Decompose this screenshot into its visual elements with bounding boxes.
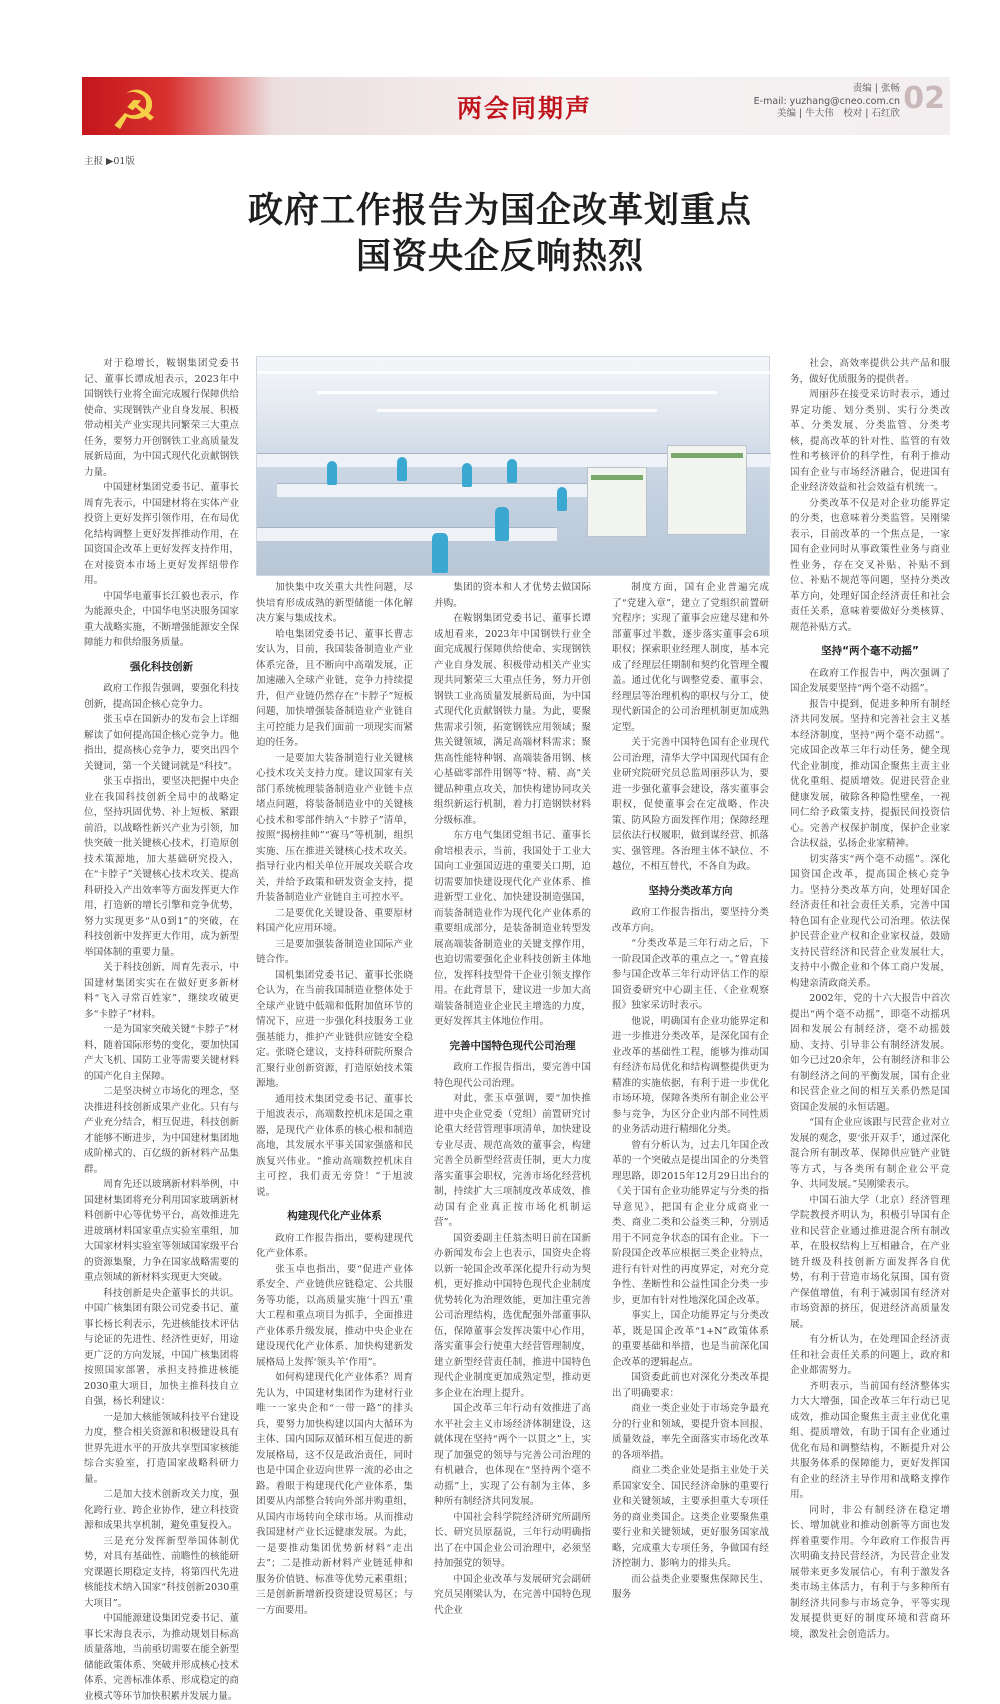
article-paragraph: 制度方面，国有企业普遍完成了“党建入章”，建立了党组织前置研究程序；实现了董事会应建尽建和外部董事过半数，逐步落实董事会6项职权；探索职业经理人制度，基本完成了经理层任期制和契约化管理全覆盖。通过优化与调整党委、董事会、经理层等治理机构的职权与分工，使现代新国企的公司治理机制更加成熟定型。 <box>612 582 769 733</box>
article-paragraph: 一是要加大装备制造行业关键核心技术攻关支持力度。建议国家有关部门系统梳理装备制造业产业链卡点堵点问题，将装备制造业中的关键核心技术和零部件纳入“卡脖子”清单，按照“揭榜挂帅”“赛马”等机制，组织实施、压在推进关键核心技术攻关。指导行业内相关单位开展攻关联合攻关，并给予政策和研发资金支持，提升装备制造业产业链自主可控水平。 <box>256 752 413 903</box>
article-paragraph: 政府工作报告指出，要坚持分类改革方向。 <box>612 907 769 934</box>
article-paragraph: 有分析认为，在处理国企经济责任和社会责任关系的问题上，政府和企业都需努力。 <box>790 1334 950 1376</box>
factory-photo <box>256 356 770 576</box>
article-paragraph: 中国企业改革与发展研究会副研究员吴刚梁认为，在完善中国特色现代企业 <box>434 1573 591 1616</box>
article-paragraph: 中国石油大学（北京）经济管理学院教授齐明认为，积极引导国有企业和民营企业通过推进混合所有制改革，在股权结构上互相融合，在产业链升级及科技创新方面发挥各自优势，有利于营造市场化氛围，国有资产保值增值，有利于减弱国有经济对市场资源的挤压，促进经济高质量发展。 <box>790 1194 950 1330</box>
article-paragraph: 同时，非公有制经济在稳定增长、增加就业和推动创新等方面也发挥着重要作用。今年政府工作报告再次明确支持民营经济，为民营企业发展带来更多发展信心，有利于激发各类市场主体活力，有利于与多种所有制经济共同参与市场竞争，平等实现发展提供更好的制度环境和营商环境，激发社会创造活力。 <box>790 1504 950 1640</box>
article-paragraph: 集团的资本和人才优势去做国际并购。 <box>434 582 591 609</box>
article-paragraph: 国资委此前也对深化分类改革提出了明确要求： <box>612 1372 769 1399</box>
column-4 <box>612 580 769 1603</box>
email-line: E-mail: yuzhang@cneo.com.cn <box>753 95 900 107</box>
article-paragraph: 东方电气集团党组书记、董事长俞培根表示，当前，我国处于工业大国向工业强国迈进的重要关口期，迫切需要加快建设现代化产业体系、推进新型工业化、加快建设制造强国，而装备制造业作为现代化产业体系的重要组成部分，是装备制造业转型发展高端装备制造业的关键支撑作用，也迫切需要强化企业科技创新主体地位，发挥科技型骨干企业引领支撑作用。在此背景下，建议进一步加大高端装备制造业企业民主增选的力度，更好发挥其主体地位作用。 <box>434 830 591 1027</box>
article-paragraph: “国有企业应该跟与民营企业对立发展的观念，要‘张开双手’，通过深化混合所有制改革、保障供应链产业链等方式，与各类所有制企业公平竞争、共同发展。”吴刚梁表示。 <box>790 1117 950 1190</box>
article-paragraph: 中国社会科学院经济研究所副所长、研究员原磊说，三年行动明确指出了在中国企业公司治理中，必须坚持加强党的领导。 <box>434 1511 591 1569</box>
article-paragraph: 通用技术集团党委书记、董事长于旭波表示，高端数控机床是国之重器，是现代产业体系的核心根和制造高地，其发展水平事关国家强盛和民族复兴伟业。“推动高端数控机床自主可控，我们责无旁贷！”于旭波说。 <box>256 1093 413 1198</box>
article-paragraph: 政府工作报告强调，要强化科技创新，提高国企核心竞争力。 <box>84 683 239 710</box>
article-paragraph: 对于稳增长，鞍钢集团党委书记、董事长谭成旭表示，2023年中国钢铁行业将全面完成履行保障供给使命、实现钢铁产业自身发展、积极带动相关产业实现共同繁荣三大重点任务，要努力开创钢铁工业高质量发展新局面，为中国式现代化贡献钢铁力量。 <box>84 358 239 478</box>
article-paragraph: 张玉卓在国新办的发布会上详细解读了如何提高国企核心竞争力。他指出，提高核心竞争力，要突出四个关键词，第一个关键词就是“科技”。 <box>84 714 239 772</box>
article-headline <box>0 188 1000 280</box>
headline-line-1: 政府工作报告为国企改革划重点 <box>247 190 752 231</box>
headline-line-2: 国资央企反响热烈 <box>355 236 644 277</box>
article-paragraph: 政府工作报告指出，要构建现代化产业体系。 <box>256 1232 413 1259</box>
section-heading: 坚持“两个毫不动摇” <box>821 645 919 657</box>
editor-line: 责编 | 张畅 <box>852 83 900 94</box>
article-paragraph: 中国华电董事长江毅也表示，作为能源央企，中国华电坚决服务国家重大战略实施，不断增强能源安全保障能力和供给服务质量。 <box>84 590 239 648</box>
article-paragraph: 周育先还以玻璃新材料举例，中国建材集团将充分利用国家玻璃新材料创新中心等优势平台，高效推进先进玻璃材料国家重点实验室重组，加大国家材料实验室等领域国家级平台的资源集聚，力争在国家战略需要的重点领域的新材料实现更大突破。 <box>84 1179 239 1283</box>
article-paragraph: 在鞍钢集团党委书记、董事长谭成旭看来，2023年中国钢铁行业全面完成履行保障供给使命、实现钢铁产业自身发展、积极带动相关产业实现共同繁荣三大重点任务，努力开创钢铁工业高质量发展新局面，为中国式现代化贡献钢铁力量。为此，要聚焦需求引领，拓宽钢铁应用领域；聚焦关键领域，满足高端材料需求；聚焦高性能特种钢、高端装备用钢、核心基础零部件用钢等“特、精、高”关键品种重点攻关，加快构建协同攻关组织新运行机制，着力打造钢铁材料分级标准。 <box>434 613 591 826</box>
article-paragraph: 齐明表示，当前国有经济整体实力大大增强，国企改革三年行动已见成效，推动国企聚焦主责主业优化重组、提质增效，有助于国有企业通过优化布局和调整结构，不断提升对公共服务体系的保障能力，更好发挥国有企业的经济主导作用和战略支撑作用。 <box>790 1380 950 1500</box>
article-paragraph: 周丽莎在接受采访时表示，通过界定功能、划分类别、实行分类改革、分类发展、分类监管、分类考核，提高改革的针对性、监管的有效性和考核评价的科学性，有利于推动国有企业与市场经济融合，促进国有企业经济效益和社会效益有机统一。 <box>790 389 950 493</box>
article-paragraph: 关于完善中国特色国有企业现代公司治理，清华大学中国现代国有企业研究院研究员总监周丽莎认为，要进一步强化董事会建设，落实董事会职权，促使董事会在定战略、作决策、防风险方面发挥作用；保障经理层依法行权履职，做到谋经营、抓落实、强管理。各治理主体不缺位、不越位，不相互替代，不各自为政。 <box>612 737 769 872</box>
page-banner <box>82 77 950 142</box>
article-paragraph: 张玉卓也指出，要“促进产业体系安全、产业链供应链稳定、公共服务等功能，以高质量实施‘十四五’重大工程和重点项目为抓手，全面推进产业体系升级发展，推动中央企业在建设现代化产业体系、加快构建新发展格局上发挥‘领头羊’作用”。 <box>256 1263 413 1368</box>
article-paragraph: 商业二类企业处是指主业处于关系国家安全、国民经济命脉的重要行业和关键领域，主要承担重大专项任务的商业类国企。这类企业要聚焦重要行业和关键领域，更好服务国家战略，完成重大专项任务，争做国有经济控制力、影响力的排头兵。 <box>612 1465 769 1569</box>
column-3 <box>434 580 591 1618</box>
section-heading: 坚持分类改革方向 <box>648 884 733 897</box>
article-paragraph: 加快集中攻关重大共性问题，尽快培育形成成熟的新型储能一体化解决方案与集成技术。 <box>256 582 413 624</box>
article-paragraph: 商业一类企业处于市场竞争最充分的行业和领域，要提升资本回报、质量效益，率先全面落实市场化改革的各项举措。 <box>612 1403 769 1461</box>
article-paragraph: 张玉卓指出，要坚决把握中央企业在我国科技创新全局中的战略定位，坚持巩固优势、补上短板、紧跟前沿，以战略性新兴产业为引领，加快突破一批关键核心技术，打造原创技术策源地，加大基础研究投入，在“卡脖子”关键核心技术攻关、提高科研投入产出效率等方面发挥更大作用，打造新的增长引擎和竞争优势，努力实现更多“从0到1”的突破，在科技创新中发挥更大作用，成为新型举国体制的重要力量。 <box>84 776 239 958</box>
article-paragraph: 曾有分析认为，过去几年国企改革的一个突破点是提出国企的分类管理思路，即2015年12月29日出台的《关于国有企业功能界定与分类的指导意见》，把国有企业分成商业一类、商业二类和公益类三种，分别适用于不同竞争状态的国有企业。下一阶段国企改革应根据三类企业特点，进行有针对性的再度界定，对充分竞争性、垄断性和公益性国企分类一步步，更加有针对性地深化国企改革。 <box>612 1139 769 1306</box>
article-paragraph: 切实落实“两个毫不动摇”。深化国资国企改革，提高国企核心竞争力。坚持分类改革方向，处理好国企经济责任和社会责任关系，完善中国特色国有企业现代公司治理。依法保护民营企业产权和企业家权益，鼓励支持民营经济和民营企业发展壮大，支持中小微企业和个体工商户发展，构建亲清政商关系。 <box>790 853 950 989</box>
article-paragraph: 2002年，党的十六大报告中首次提出“两个毫不动摇”，即毫不动摇巩固和发展公有制经济，毫不动摇鼓励、支持、引导非公有制经济发展。如今已过20余年，公有制经济和非公有制经济之间的平衡发展，国有企业和民营企业之间的相互关系仍然是国资国企发展的永恒话题。 <box>790 993 950 1113</box>
article-paragraph: 一是为国家突破关键“卡脖子”材料，随着国际形势的变化，要加快国产大飞机、国防工业等需要关键材料的国产化自主保障。 <box>84 1024 239 1082</box>
article-paragraph: 三是要加强装备制造业国际产业链合作。 <box>256 938 413 965</box>
article-paragraph: 关于科技创新，周育先表示，中国建材集团实实在在做好更多新材料“飞入寻常百姓家”，继续攻破更多“卡脖子”材料。 <box>84 962 239 1020</box>
page-number: 02 <box>903 81 945 116</box>
article-paragraph: 他说，明确国有企业功能界定和进一步推进分类改革，是深化国有企业改革的基础性工程，能够为推动国有经济布局优化和结构调整提供更为精准的实施依据，有利于进一步优化市场环境，保障各类所有制企业公平参与竞争，为区分企业内部不同性质的业务活动进行精细化分类。 <box>612 1015 769 1135</box>
section-title: 两会同期声 <box>457 94 593 123</box>
article-paragraph: 事实上，国企功能界定与分类改革，既是国企改革“1+N”政策体系的重要基础和举措，也是当前深化国企改革的逻辑起点。 <box>612 1310 769 1368</box>
article-paragraph: 二是要优化关键设备、重要原材料国产化应用环境。 <box>256 907 413 934</box>
article-paragraph: 在政府工作报告中，两次强调了国企发展要坚持“两个毫不动摇”。 <box>790 667 950 694</box>
article-paragraph: 分类改革不仅是对企业功能界定的分类，也意味着分类监管。吴刚梁表示，目前改革的一个焦点是，一家国有企业同时从事政策性业务与商业性业务，存在交叉补贴、补贴不到位、补贴不规范等问题，坚持分类改革方向，处理好国企经济责任和社会责任关系，意味着要做好分类核算、规范补贴方式。 <box>790 497 950 633</box>
section-heading: 强化科技创新 <box>130 660 193 673</box>
article-paragraph: 报告中提到，促进多种所有制经济共同发展。坚持和完善社会主义基本经济制度，坚持“两个毫不动摇”。完成国企改革三年行动任务，健全现代企业制度，推动国企聚焦主责主业优化重组、提质增效。促进民营企业健康发展，破除各种隐性壁垒，一视同仁给予政策支持，提振民间投资信心。完善产权保护制度，保护企业家合法权益，弘扬企业家精神。 <box>790 698 950 849</box>
section-heading: 构建现代化产业体系 <box>287 1210 382 1222</box>
column-1 <box>84 356 239 1704</box>
article-paragraph: 如何构建现代化产业体系？周育先认为，中国建材集团作为建材行业唯一一家央企和“一带一路”的排头兵，要努力加快构建以国内大循环为主体、国内国际双循环相互促进的新发展格局，这不仅是政治责任，同时也是中国企业迈向世界一流的必由之路。着眼于构建现代化产业体系，集团要从内部整合转向外部并购重组，从国内市场转向全球市场。从而推动我国建材产业长远健康发展。为此，一是要推动集团优势新材料“走出去”；二是推动新材料产业链延伸和服务价值链、标准等优势元素重组；三是创新新增新投资建设贸易区；与一方面要用。 <box>256 1372 413 1616</box>
article-paragraph: 国机集团党委书记、董事长张晓仑认为，在当前我国制造业整体处于全球产业链中低端和低附加值环节的情况下，应进一步强化科技服务工业强基能力，推护产业链供应链安全稳定。张晓仑建议，支持科研院所聚合汇聚行业创新资源，打造原始技术策源地。 <box>256 969 413 1089</box>
article-paragraph: 中国建材集团党委书记、董事长周育先表示，中国建材将在实体产业投资上更好发挥引领作用，在布局优化结构调整上更好发挥推动作用，在国资国企改革上更好发挥支持作用，在对接资本市场上更好发挥纽带作用。 <box>84 482 239 586</box>
article-paragraph: 国资委副主任翁杰明日前在国新办新闻发布会上也表示，国资央企将以新一轮国企改革深化提升行动为契机，更好推动中国特色现代企业制度优势转化为治理效能，更加注重完善公司治理结构，选优配强外部董事队伍，保障董事会发挥决策中心作用，落实董事会行使重大经营管理制度，建立新型经营责任制，推进中国特色现代企业制度更加成熟定型，推动更多企业在治理上提升。 <box>434 1232 591 1399</box>
article-paragraph: 政府工作报告指出，要完善中国特色现代公司治理。 <box>434 1062 591 1089</box>
designer-line: 美编 | 牛大伟 校对 | 石红欣 <box>777 108 900 119</box>
article-paragraph: 国企改革三年行动有效推进了高水平社会主义市场经济体制建设，这就体现在坚持“两个一以贯之”上，实现了加强党的领导与完善公司治理的有机融合，也体现在“坚持两个毫不动摇”上，实现了公有制为主体、多种所有制经济共同发展。 <box>434 1403 591 1507</box>
article-paragraph: 科技创新是央企董事长的共识。中国广核集团有限公司党委书记、董事长杨长利表示，先进核能技术评估与论证的先进性、经济性更好，用途更广泛的方向发展，中国广核集团将按照国家部署，承担支持推进核能2030重大项目，加快主推科技自立自强，杨长利建议： <box>84 1287 239 1407</box>
article-paragraph: 三是充分发挥新型举国体制优势，对具有基础性、前瞻性的核能研究课题长期稳定支持，将第四代先进核能技术纳入国家“科技创新2030重大项目”。 <box>84 1535 239 1609</box>
article-paragraph: 而公益类企业要聚焦保障民生、服务 <box>612 1573 769 1600</box>
column-5 <box>790 356 950 1642</box>
article-paragraph: 二是坚决树立市场化的理念，坚决推进科技创新成果产业化。只有与产业充分结合，相互促进，科技创新才能够不断进步，为中国建材集团地成阶梯式的、百亿级的新材料产品集群。 <box>84 1086 239 1175</box>
article-paragraph: 社会，高效率提供公共产品和服务，做好优质服务的提供者。 <box>790 358 950 385</box>
article-paragraph: “分类改革是三年行动之后，下一阶段国企改革的重点之一。”曾直接参与国企改革三年行动评估工作的原国资委研究中心副主任、《企业观察报》独家采访时表示。 <box>612 938 769 1011</box>
edition-tag: 主报 ▶01版 <box>84 156 135 167</box>
article-paragraph: 中国能源建设集团党委书记、董事长宋海良表示，为推动规划目标高质量落地，当前亟切需要在能全新型储能政策体系、突破并形成核心技术体系、完善标准体系、形成稳定的商业模式等环节加快积累并发展力量。 <box>84 1613 239 1702</box>
article-paragraph: 一是加大核能领域科技平台建设力度，整合相关资源和积极建设具有世界先进水平的开放共享型国家核能综合实验室，打造国家战略科研力量。 <box>84 1411 239 1485</box>
party-emblem-icon: ☭ <box>110 79 159 142</box>
article-paragraph: 哈电集团党委书记、董事长曹志安认为，目前，我国装备制造业产业体系完备，且不断向中高端发展，正加速融入全球产业链，竞争力持续提升，但产业链仍然存在“卡脖子”短板问题，加快增强装备制造业产业链自主可控能力是我们面前一项现实而紧迫的任务。 <box>256 628 413 748</box>
column-2 <box>256 580 413 1618</box>
article-paragraph: 对此，张玉卓强调，要“加快推进中央企业党委（党组）前置研究讨论重大经营管理事项清单，加快建设专业尽责、规范高效的董事会，构建完善全员新型经营责任制，更大力度落实董事会职权，完善市场化经营机制，持续扩大三项制度改革成效，推动国有企业真正按市场化机制运营”。 <box>434 1093 591 1228</box>
editor-credits <box>754 83 900 121</box>
article-paragraph: 二是加大技术创新攻关力度，强化跨行业、跨企业协作，建立科技资源和成果共享机制，避免重复投入。 <box>84 1489 239 1531</box>
section-heading: 完善中国特色现代公司治理 <box>449 1039 576 1052</box>
